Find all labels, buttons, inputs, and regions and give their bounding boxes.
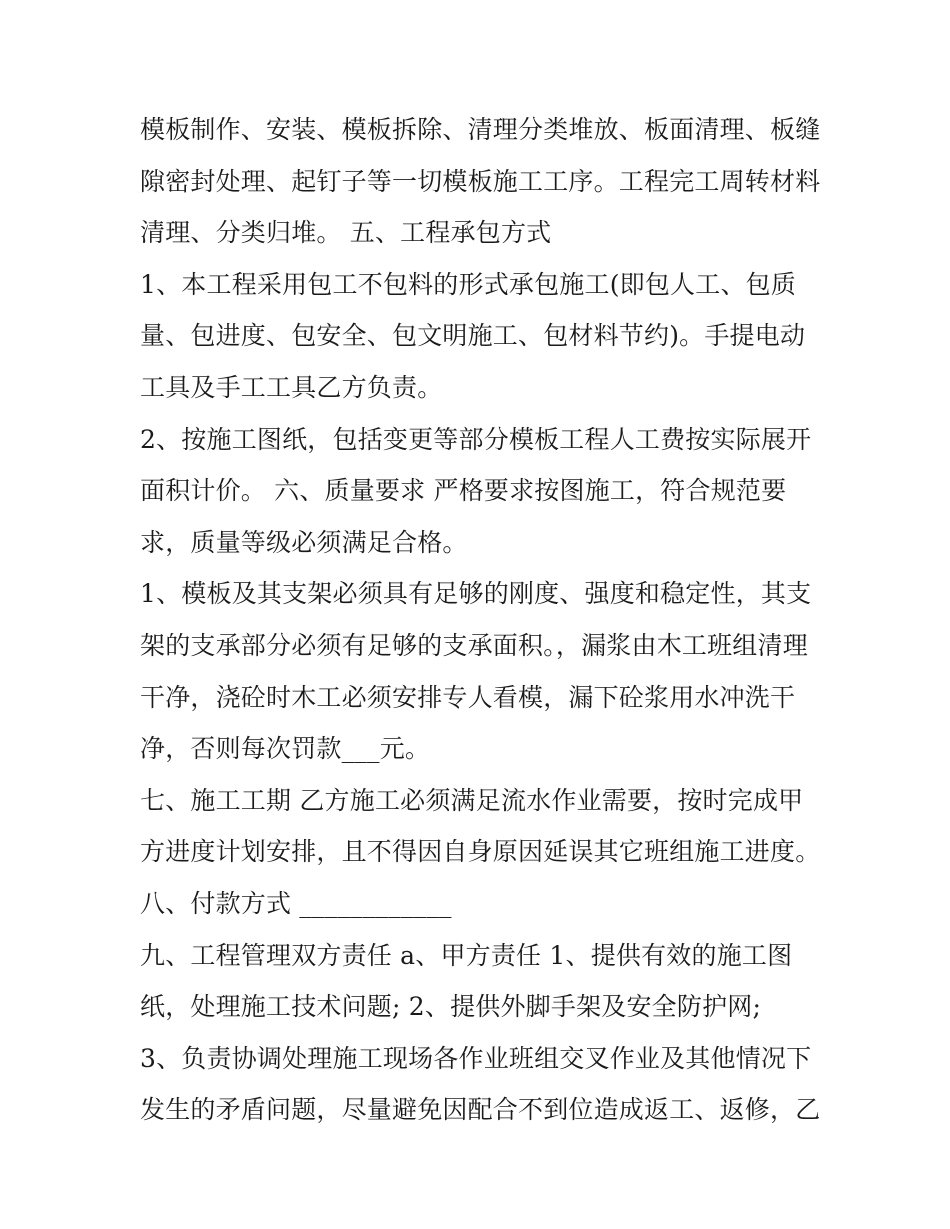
- text-line-6: 工具及手工工具乙方负责。: [140, 372, 443, 402]
- text-line-15: 方进度计划安排，且不得因自身原因延误其它班组施工进度。: [140, 837, 821, 867]
- contract-text-body: [140, 104, 820, 1136]
- text-line-20: 发生的矛盾问题，尽量避免因配合不到位造成返工、返修，乙: [140, 1095, 821, 1125]
- text-line-13: 净，否则每次罚款___元。: [140, 734, 431, 764]
- text-line-9: 求，质量等级必须满足合格。: [140, 527, 468, 557]
- text-line-8: 面积计价。 六、质量要求 严格要求按图施工，符合规范要: [140, 476, 787, 506]
- text-line-3: 清理、分类归堆。 五、工程承包方式: [140, 218, 552, 248]
- text-line-14: 七、施工工期 乙方施工必须满足流水作业需要，按时完成甲: [140, 785, 804, 815]
- text-line-10: 1、模板及其支架必须具有足够的刚度、强度和稳定性，其支: [140, 579, 812, 609]
- text-line-17: 九、工程管理双方责任 a、甲方责任 1、提供有效的施工图: [140, 940, 793, 970]
- text-line-11: 架的支承部分必须有足够的支承面积。，漏浆由木工班组清理: [140, 630, 808, 660]
- text-line-1: 模板制作、安装、模板拆除、清理分类堆放、板面清理、板缝: [140, 115, 821, 144]
- text-line-4: 1、本工程采用包工不包料的形式承包施工(即包人工、包质: [140, 269, 797, 299]
- text-line-16: 八、付款方式 ____________: [140, 888, 452, 918]
- text-line-2: 隙密封处理、起钉子等一切模板施工工序。工程完工周转材料: [140, 166, 821, 196]
- text-line-5: 量、包进度、包安全、包文明施工、包材料节约)。手提电动: [140, 321, 806, 351]
- text-line-7: 2、按施工图纸，包括变更等部分模板工程人工费按实际展开: [140, 424, 812, 454]
- text-line-12: 干净，浇砼时木工必须安排专人看模，漏下砼浆用水冲洗干: [140, 682, 796, 712]
- text-line-18: 纸，处理施工技术问题; 2、提供外脚手架及安全防护网;: [140, 992, 762, 1022]
- text-line-19: 3、负责协调处理施工现场各作业班组交叉作业及其他情况下: [140, 1043, 812, 1073]
